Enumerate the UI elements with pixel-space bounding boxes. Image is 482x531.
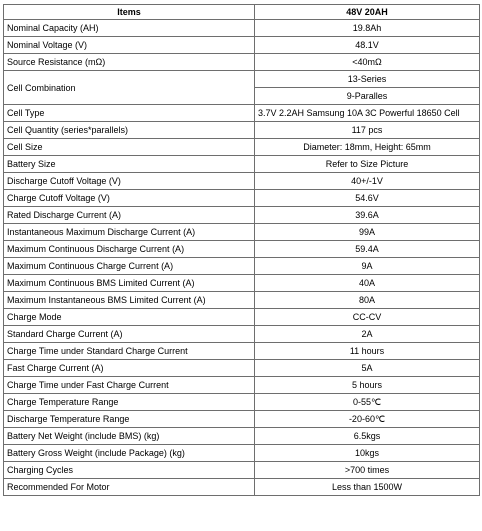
item-value: Diameter: 18mm, Height: 65mm	[255, 139, 480, 156]
item-value: 59.4A	[255, 241, 480, 258]
table-row	[4, 309, 480, 326]
item-label: Battery Net Weight (include BMS) (kg)	[4, 428, 255, 445]
item-label: Battery Gross Weight (include Package) (kg)	[4, 445, 255, 462]
table-row	[4, 71, 480, 88]
item-label: Cell Combination	[4, 71, 255, 105]
item-value: 5 hours	[255, 377, 480, 394]
item-value: 6.5kgs	[255, 428, 480, 445]
items-column-header: Items	[4, 5, 255, 20]
item-value: Refer to Size Picture	[255, 156, 480, 173]
item-label: Charge Cutoff Voltage (V)	[4, 190, 255, 207]
item-label: Recommended For Motor	[4, 479, 255, 496]
table-row	[4, 190, 480, 207]
item-label: Standard Charge Current (A)	[4, 326, 255, 343]
item-value: CC-CV	[255, 309, 480, 326]
table-row	[4, 360, 480, 377]
table-row	[4, 54, 480, 71]
item-label: Maximum Continuous Discharge Current (A)	[4, 241, 255, 258]
table-row	[4, 394, 480, 411]
item-value: 19.8Ah	[255, 20, 480, 37]
item-value: <40mΩ	[255, 54, 480, 71]
item-value: 80A	[255, 292, 480, 309]
item-label: Discharge Temperature Range	[4, 411, 255, 428]
item-value: 40+/-1V	[255, 173, 480, 190]
item-label: Charge Mode	[4, 309, 255, 326]
item-label: Charging Cycles	[4, 462, 255, 479]
item-label: Discharge Cutoff Voltage (V)	[4, 173, 255, 190]
item-label: Cell Size	[4, 139, 255, 156]
item-value: 39.6A	[255, 207, 480, 224]
table-row	[4, 139, 480, 156]
item-value: 48.1V	[255, 37, 480, 54]
item-label: Source Resistance (mΩ)	[4, 54, 255, 71]
table-row	[4, 445, 480, 462]
item-label: Charge Temperature Range	[4, 394, 255, 411]
spec-sheet	[3, 4, 479, 528]
item-value: >700 times	[255, 462, 480, 479]
item-label: Fast Charge Current (A)	[4, 360, 255, 377]
table-row	[4, 411, 480, 428]
table-row	[4, 105, 480, 122]
item-value: 40A	[255, 275, 480, 292]
item-label: Cell Type	[4, 105, 255, 122]
item-value: 10kgs	[255, 445, 480, 462]
table-row	[4, 156, 480, 173]
item-label: Instantaneous Maximum Discharge Current (A)	[4, 224, 255, 241]
table-row	[4, 258, 480, 275]
item-label: Charge Time under Fast Charge Current	[4, 377, 255, 394]
item-value: 54.6V	[255, 190, 480, 207]
table-row	[4, 224, 480, 241]
item-value: Less than 1500W	[255, 479, 480, 496]
table-row	[4, 428, 480, 445]
item-value: -20-60℃	[255, 411, 480, 428]
table-row	[4, 292, 480, 309]
table-row	[4, 173, 480, 190]
item-value: 13-Series	[255, 71, 480, 88]
table-row	[4, 122, 480, 139]
table-row	[4, 462, 480, 479]
item-value: 9-Paralles	[255, 88, 480, 105]
table-row	[4, 207, 480, 224]
item-value: 5A	[255, 360, 480, 377]
item-label: Cell Quantity (series*parallels)	[4, 122, 255, 139]
item-value: 3.7V 2.2AH Samsung 10A 3C Powerful 18650 Cell	[255, 105, 480, 122]
item-label: Maximum Continuous Charge Current (A)	[4, 258, 255, 275]
item-label: Charge Time under Standard Charge Current	[4, 343, 255, 360]
model-column-header: 48V 20AH	[255, 5, 480, 20]
item-value: 11 hours	[255, 343, 480, 360]
item-label: Rated Discharge Current (A)	[4, 207, 255, 224]
table-row	[4, 37, 480, 54]
table-row	[4, 377, 480, 394]
item-value: 99A	[255, 224, 480, 241]
table-row	[4, 479, 480, 496]
item-value: 2A	[255, 326, 480, 343]
item-value: 0-55℃	[255, 394, 480, 411]
table-row	[4, 241, 480, 258]
table-row	[4, 326, 480, 343]
table-row	[4, 343, 480, 360]
table-header-row	[4, 5, 480, 20]
table-row	[4, 20, 480, 37]
item-label: Maximum Instantaneous BMS Limited Current (A)	[4, 292, 255, 309]
item-label: Maximum Continuous BMS Limited Current (A)	[4, 275, 255, 292]
item-label: Battery Size	[4, 156, 255, 173]
item-label: Nominal Voltage (V)	[4, 37, 255, 54]
item-value: 9A	[255, 258, 480, 275]
item-label: Nominal Capacity (AH)	[4, 20, 255, 37]
spec-table	[3, 4, 480, 496]
item-value: 117 pcs	[255, 122, 480, 139]
table-row	[4, 275, 480, 292]
